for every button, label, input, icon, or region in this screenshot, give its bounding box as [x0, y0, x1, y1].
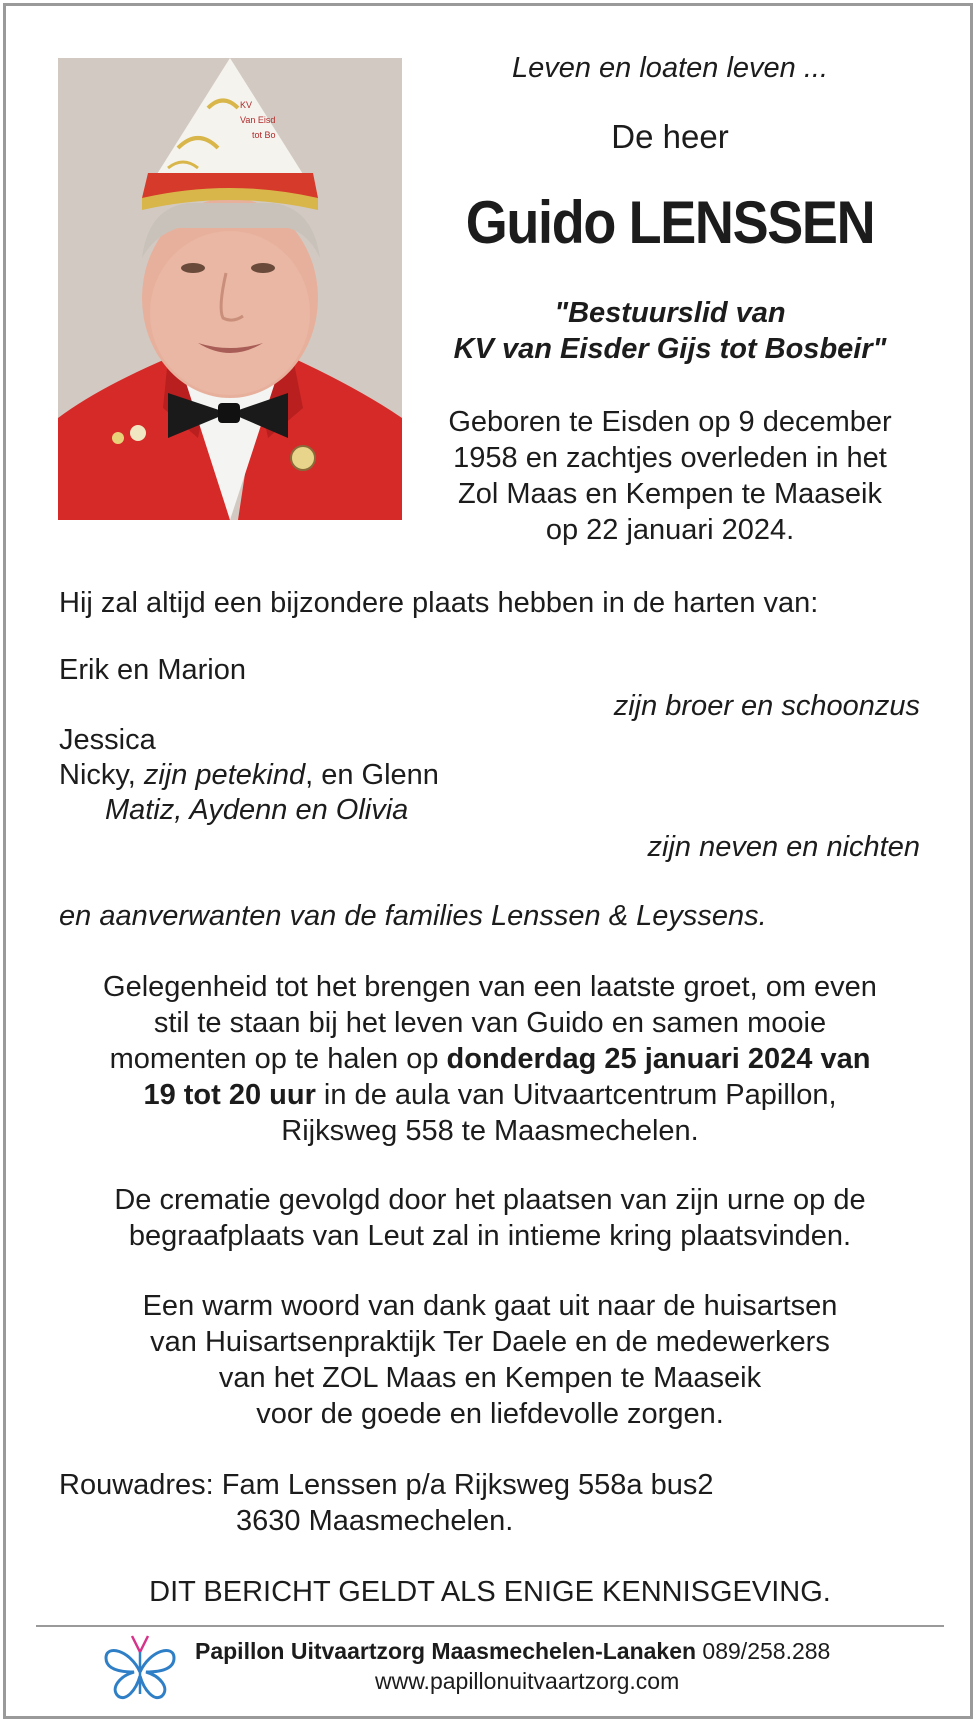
role-line-2: KV van Eisder Gijs tot Bosbeir": [453, 333, 887, 365]
relatives-line: en aanverwanten van de families Lenssen & Leyssens.: [59, 900, 767, 932]
visitation-time: 19 tot 20 uur: [143, 1079, 316, 1111]
nicky-text: Nicky,: [59, 759, 144, 791]
mourning-address-line-1: Rouwadres: Fam Lenssen p/a Rijksweg 558a bus2: [59, 1469, 714, 1501]
visitation-line-2: stil te staan bij het leven van Guido en samen mooie: [153, 1007, 827, 1039]
family-intro: Hij zal altijd een bijzondere plaats hebben in de harten van:: [59, 587, 819, 619]
company-website[interactable]: www.papillonuitvaartzorg.com: [375, 1668, 680, 1694]
born-line-4: op 22 januari 2024.: [545, 514, 795, 546]
thanks-line-1: Een warm woord van dank gaat uit naar de huisartsen: [142, 1290, 838, 1322]
thanks-line-3: van het ZOL Maas en Kempen te Maaseik: [218, 1362, 762, 1394]
company-phone[interactable]: 089/258.288: [696, 1638, 831, 1664]
hat-text-1: KV: [240, 100, 253, 110]
born-line-3: Zol Maas en Kempen te Maaseik: [458, 478, 882, 510]
visitation-line-3-start: momenten op te halen op: [109, 1043, 447, 1075]
motto: Leven en loaten leven ...: [511, 52, 828, 84]
hat-text-2: Van Eisd: [240, 115, 276, 125]
family-group2-children: Matiz, Aydenn en Olivia: [105, 794, 409, 826]
deceased-name: Guido LENSSEN: [465, 189, 875, 256]
cremation-paragraph: [60, 1182, 920, 1254]
company-name: Papillon Uitvaartzorg Maasmechelen-Lanaken: [195, 1638, 697, 1664]
born-line-1: Geboren te Eisden op 9 december: [448, 406, 892, 438]
role-line-1: "Bestuurslid van: [554, 297, 786, 329]
thanks-line-4: voor de goede en liefdevolle zorgen.: [256, 1398, 724, 1430]
visitation-line-1: Gelegenheid tot het brengen van een laatste groet, om even: [103, 971, 877, 1003]
portrait-photo: [58, 58, 402, 520]
hat-text-3: tot Bo: [252, 130, 276, 140]
role-description: [420, 295, 920, 367]
visitation-line-5: Rijksweg 558 te Maasmechelen.: [281, 1115, 699, 1147]
family-group1-relation: zijn broer en schoonzus: [613, 690, 920, 722]
mourning-address-line-2: 3630 Maasmechelen.: [236, 1505, 514, 1537]
family-group2-name1: Jessica: [59, 724, 156, 756]
thanks-paragraph: [60, 1288, 920, 1432]
visitation-line-3: [60, 1041, 920, 1077]
glenn-text: , en Glenn: [305, 759, 439, 791]
cremation-line-2: begraafplaats van Leut zal in intieme kring plaatsvinden.: [128, 1220, 852, 1252]
butterfly-logo-icon: [102, 1632, 178, 1704]
notice-line: DIT BERICHT GELDT ALS ENIGE KENNISGEVING.: [149, 1576, 831, 1608]
family-group1-name: Erik en Marion: [59, 654, 246, 686]
thanks-line-2: van Huisartsenpraktijk Ter Daele en de medewerkers: [150, 1326, 830, 1358]
visitation-date: donderdag 25 januari 2024 van: [446, 1043, 871, 1075]
visitation-line-4: [60, 1077, 920, 1113]
visitation-line-4-end: in de aula van Uitvaartcentrum Papillon,: [315, 1079, 837, 1111]
family-group2-relation: zijn neven en nichten: [647, 831, 920, 863]
family-group2-line2: [59, 757, 439, 793]
visitation-paragraph: [60, 969, 920, 1149]
born-line-2: 1958 en zachtjes overleden in het: [453, 442, 887, 474]
footer-company-line: [195, 1638, 830, 1665]
birth-death-info: [420, 404, 920, 548]
footer-divider: [36, 1625, 944, 1627]
cremation-line-1: De crematie gevolgd door het plaatsen van zijn urne op de: [114, 1184, 866, 1216]
honorific-title: De heer: [611, 118, 729, 155]
petekind-text: zijn petekind: [143, 759, 306, 791]
